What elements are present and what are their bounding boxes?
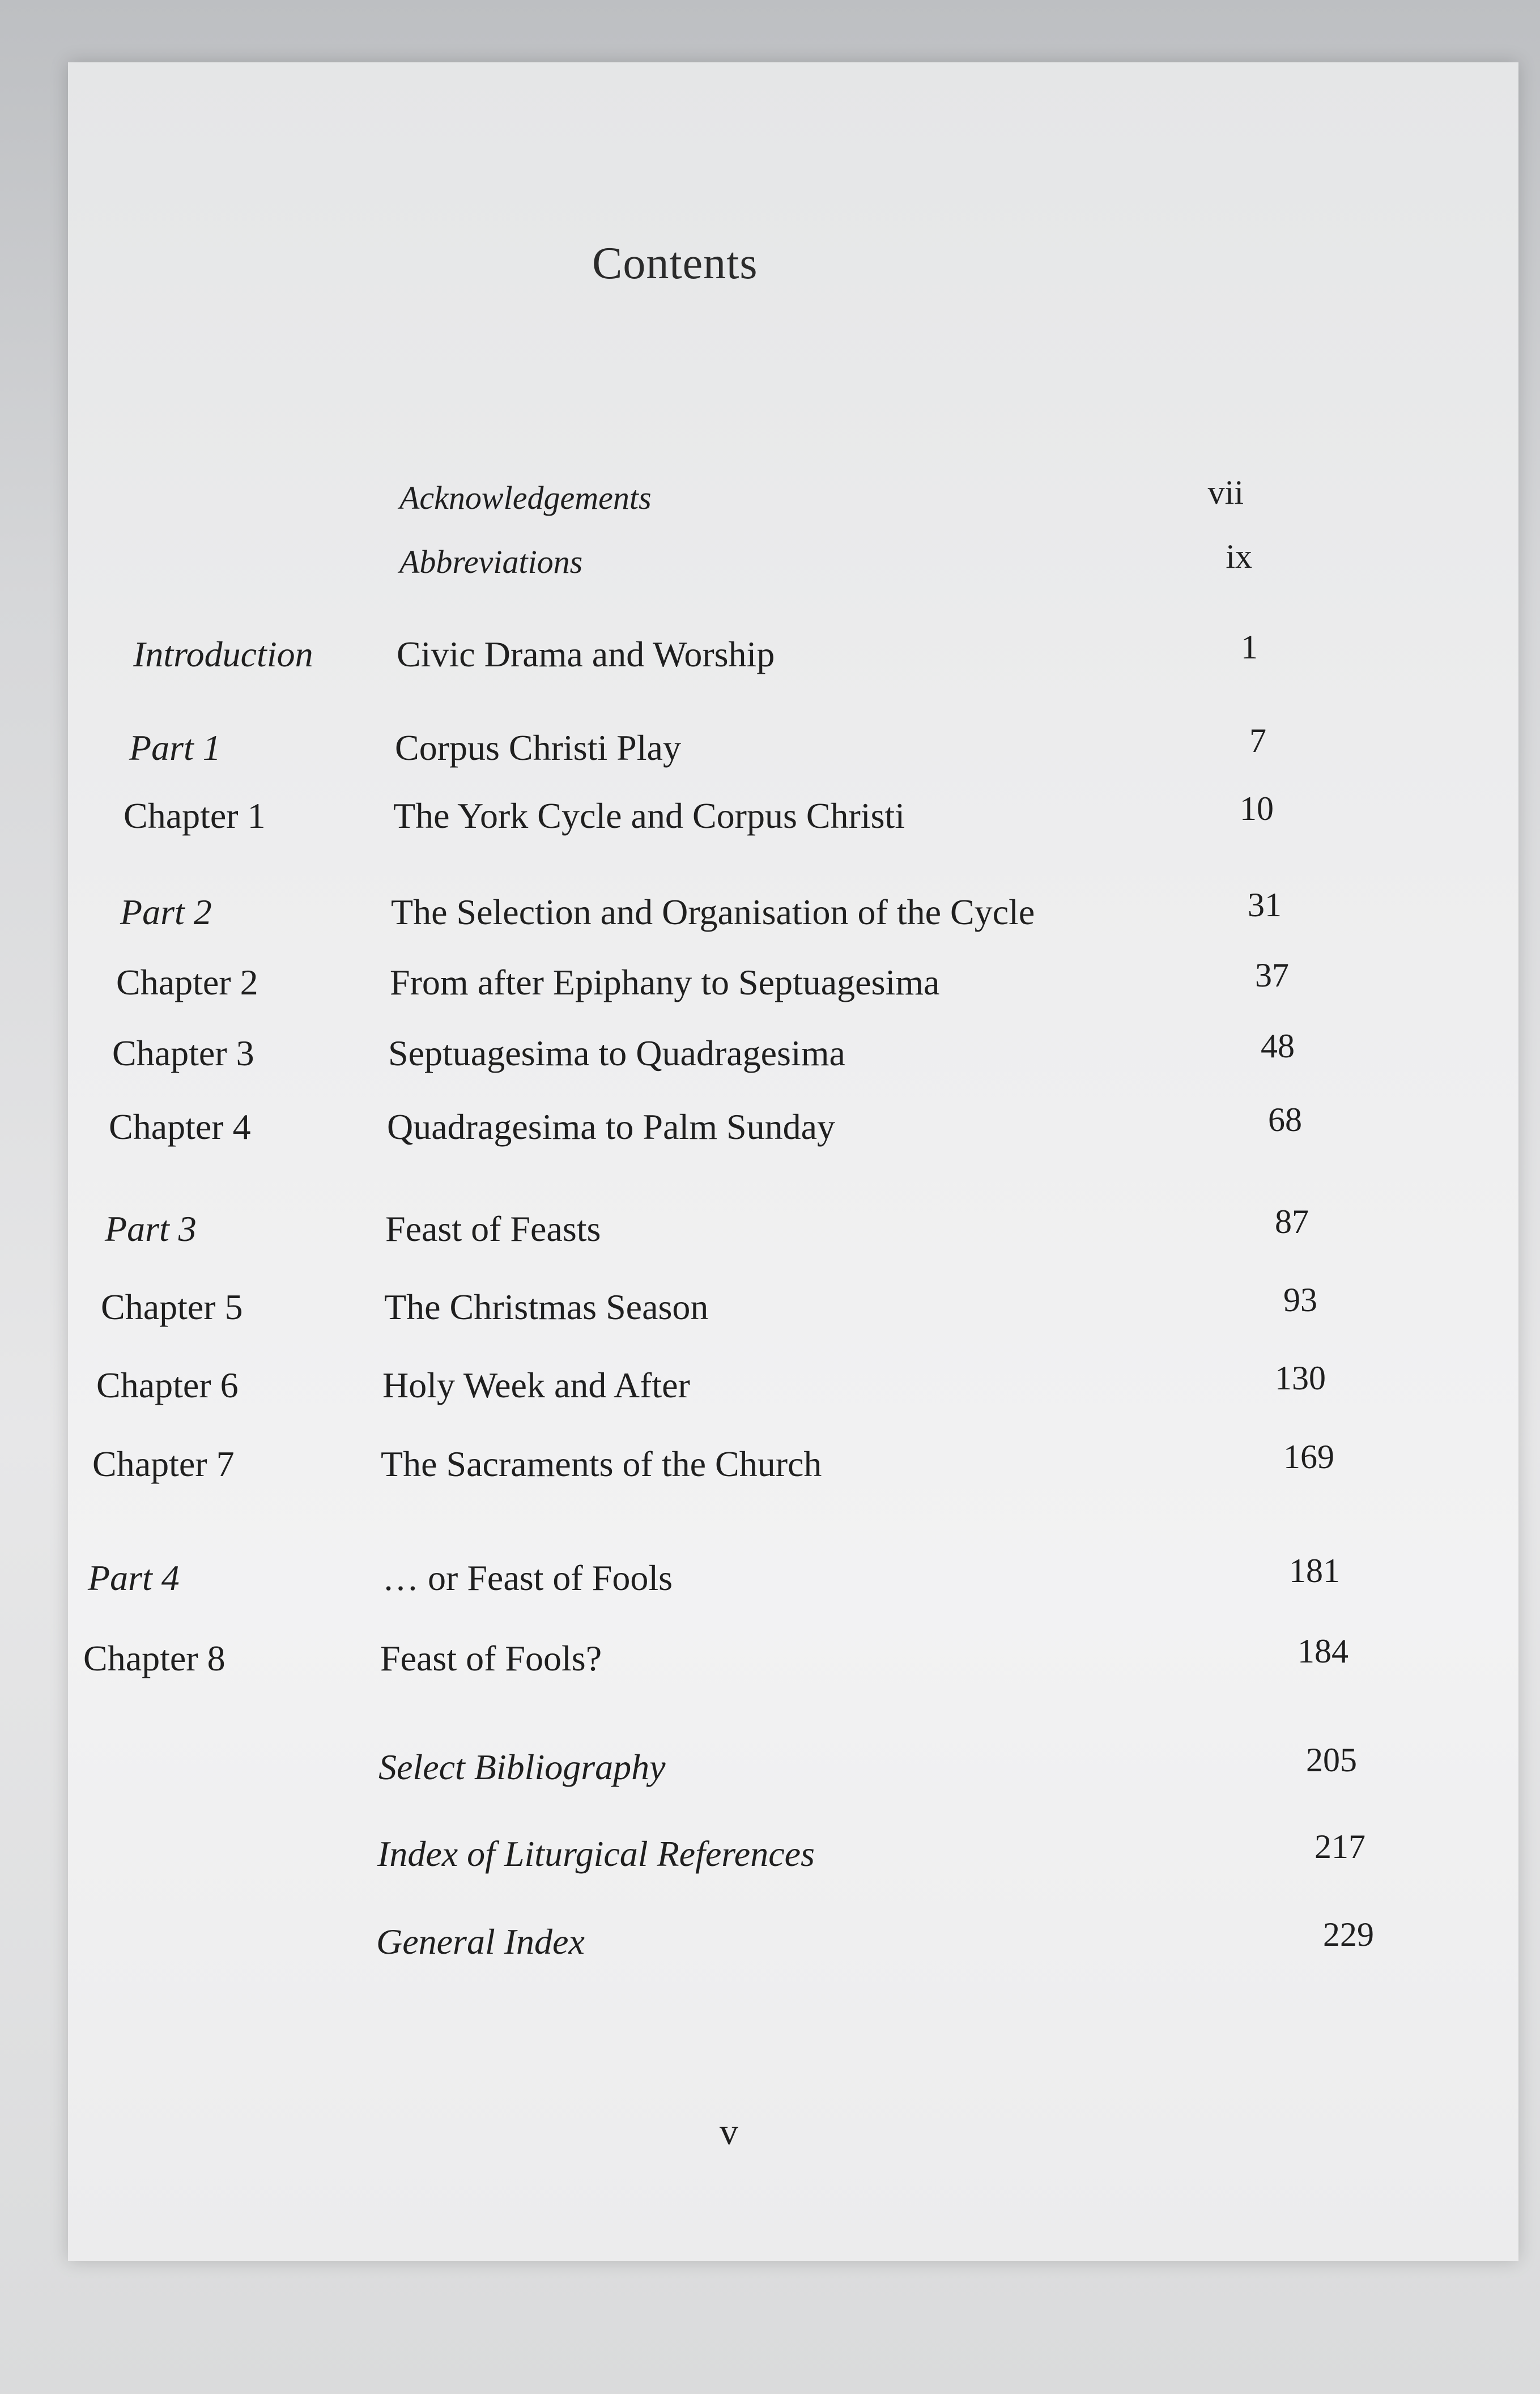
- toc-entry-title: General Index: [376, 1921, 585, 1962]
- toc-entry-title: … or Feast of Fools: [382, 1558, 673, 1598]
- toc-entry-page: 130: [1275, 1359, 1326, 1397]
- toc-entry-label: Chapter 7: [92, 1444, 235, 1484]
- toc-entry-page: 37: [1255, 956, 1289, 994]
- toc-entry-title: From after Epiphany to Septuagesima: [390, 962, 940, 1002]
- toc-entry-title: Feast of Fools?: [380, 1638, 602, 1678]
- toc-entry-title: Holy Week and After: [382, 1365, 690, 1405]
- toc-entry-title: The Christmas Season: [384, 1287, 709, 1327]
- toc-entry-label: Part 3: [105, 1209, 197, 1249]
- toc-entry-label: Chapter 3: [112, 1033, 254, 1073]
- toc-entry-page: ix: [1226, 538, 1252, 575]
- toc-entry-label: Chapter 2: [116, 962, 258, 1002]
- toc-entry-title: Feast of Feasts: [385, 1209, 601, 1249]
- toc-entry-page: 10: [1240, 790, 1274, 827]
- toc-entry-page: 1: [1241, 628, 1258, 666]
- toc-entry-label: Chapter 5: [101, 1287, 243, 1327]
- toc-entry-title: The Sacraments of the Church: [381, 1444, 822, 1484]
- toc-entry-page: 229: [1323, 1916, 1374, 1953]
- toc-entry-label: Part 2: [120, 892, 212, 932]
- toc-entry-label: Chapter 4: [109, 1107, 251, 1147]
- toc-entry-title: Index of Liturgical References: [377, 1834, 815, 1874]
- page-title: Contents: [592, 239, 758, 288]
- toc-entry-page: vii: [1207, 474, 1244, 511]
- toc-entry-page: 31: [1248, 886, 1282, 924]
- toc-entry-page: 87: [1275, 1203, 1309, 1240]
- toc-entry-label: Chapter 6: [96, 1365, 239, 1405]
- toc-entry-title: Select Bibliography: [378, 1747, 666, 1787]
- toc-entry-page: 48: [1261, 1027, 1295, 1065]
- toc-entry-title: Abbreviations: [399, 543, 583, 580]
- toc-entry-page: 169: [1283, 1438, 1334, 1475]
- page-folio: v: [720, 2111, 738, 2153]
- toc-entry-page: 93: [1283, 1281, 1317, 1319]
- toc-entry-title: Civic Drama and Worship: [397, 634, 775, 674]
- toc-entry-label: Part 1: [129, 728, 221, 768]
- toc-entry-page: 7: [1249, 722, 1266, 759]
- toc-entry-title: Septuagesima to Quadragesima: [388, 1033, 845, 1073]
- toc-entry-title: Quadragesima to Palm Sunday: [387, 1107, 835, 1147]
- toc-entry-page: 205: [1306, 1741, 1357, 1779]
- toc-entry-label: Part 4: [88, 1558, 180, 1598]
- toc-entry-label: Chapter 8: [83, 1638, 226, 1678]
- toc-entry-title: Corpus Christi Play: [395, 728, 681, 768]
- toc-entry-title: Acknowledgements: [399, 479, 652, 516]
- toc-entry-label: Introduction: [133, 634, 313, 674]
- toc-entry-title: The York Cycle and Corpus Christi: [393, 796, 905, 836]
- toc-entry-label: Chapter 1: [124, 796, 266, 836]
- toc-entry-page: 181: [1289, 1552, 1340, 1589]
- toc-entry-page: 68: [1268, 1101, 1302, 1138]
- toc-entry-title: The Selection and Organisation of the Cycle: [391, 892, 1035, 932]
- toc-entry-page: 184: [1297, 1632, 1348, 1670]
- toc-entry-page: 217: [1314, 1828, 1365, 1865]
